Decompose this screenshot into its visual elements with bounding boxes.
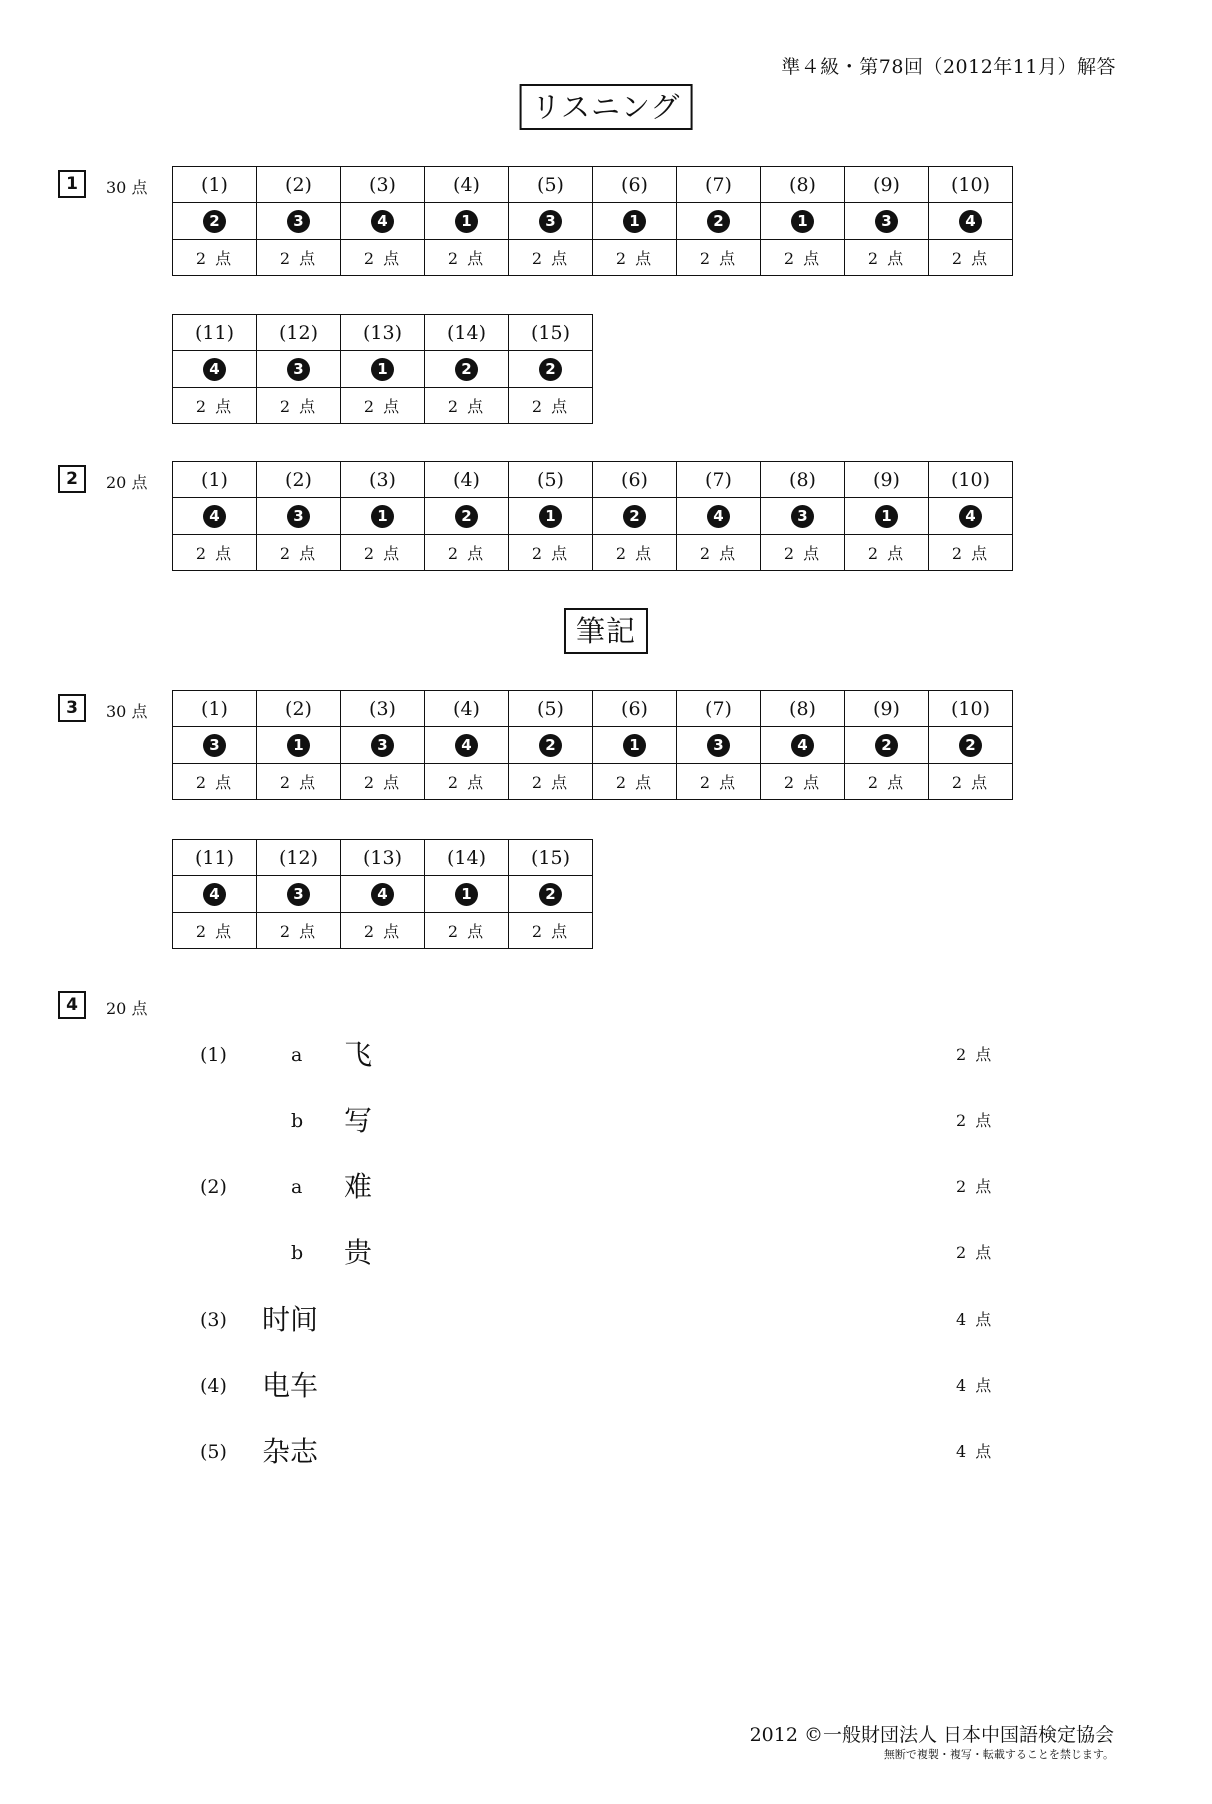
section-3-points: 30 点 [106, 702, 148, 721]
question-label: (1) [200, 1044, 227, 1066]
answer-cell [257, 727, 341, 764]
written-answer-row [0, 1101, 1212, 1141]
section-3-table-b [172, 839, 593, 949]
answer-circle: 3 [875, 210, 898, 233]
answer-cell [341, 727, 425, 764]
question-label: (13) [341, 315, 425, 351]
points-row [173, 388, 593, 424]
question-label: (7) [677, 691, 761, 727]
answer-circle: 3 [791, 505, 814, 528]
answer-cell [425, 498, 509, 535]
answer-cell [257, 351, 341, 388]
points-cell: 2 点 [929, 535, 1013, 571]
points-cell: 2 点 [845, 535, 929, 571]
answer-circle: 1 [623, 734, 646, 757]
answer-cell [761, 203, 845, 240]
answer-circle: 2 [539, 883, 562, 906]
question-row [173, 167, 1013, 203]
points-text: 4 点 [956, 1376, 994, 1395]
points-cell: 2 点 [845, 764, 929, 800]
answer-circle: 4 [203, 505, 226, 528]
answer-cell [509, 203, 593, 240]
question-label: (6) [593, 462, 677, 498]
section-1-table-b [172, 314, 593, 424]
points-cell: 2 点 [509, 764, 593, 800]
points-cell: 2 点 [929, 240, 1013, 276]
answer-circle: 3 [287, 210, 310, 233]
answer-circle: 4 [203, 883, 226, 906]
answer-circle: 1 [287, 734, 310, 757]
answer-cell [677, 498, 761, 535]
answer-text: 时间 [262, 1303, 319, 1336]
written-answer-row [0, 1432, 1212, 1472]
points-cell: 2 点 [257, 535, 341, 571]
listening-title: リスニング [520, 84, 693, 130]
points-text: 2 点 [956, 1111, 994, 1130]
question-label: (10) [929, 462, 1013, 498]
answer-circle: 3 [287, 358, 310, 381]
question-label: (11) [173, 315, 257, 351]
question-label: (2) [257, 462, 341, 498]
answer-circle: 3 [707, 734, 730, 757]
question-label: (13) [341, 840, 425, 876]
answer-row [173, 203, 1013, 240]
question-label: (8) [761, 691, 845, 727]
answer-text: 贵 [344, 1236, 373, 1269]
section-4-number: 4 [58, 991, 86, 1019]
answer-cell [593, 203, 677, 240]
points-cell: 2 点 [173, 764, 257, 800]
answer-cell [173, 203, 257, 240]
question-label: (2) [200, 1176, 227, 1198]
points-cell: 2 点 [341, 388, 425, 424]
points-cell: 2 点 [425, 535, 509, 571]
answer-cell [425, 876, 509, 913]
answer-row [173, 351, 593, 388]
answer-circle: 2 [455, 505, 478, 528]
question-label: (11) [173, 840, 257, 876]
points-cell: 2 点 [341, 240, 425, 276]
answer-cell [509, 351, 593, 388]
points-cell: 2 点 [341, 764, 425, 800]
answer-cell [929, 727, 1013, 764]
points-cell: 2 点 [845, 240, 929, 276]
written-answer-row [0, 1035, 1212, 1075]
answer-text: 难 [344, 1170, 373, 1203]
question-row [173, 840, 593, 876]
section-2-number: 2 [58, 465, 86, 493]
points-cell: 2 点 [173, 913, 257, 949]
question-label: (5) [509, 691, 593, 727]
points-cell: 2 点 [425, 913, 509, 949]
section-2-table [172, 461, 1013, 571]
answer-cell [257, 203, 341, 240]
footer-copyright: 2012 ©一般財団法人 日本中国語検定協会 [749, 1724, 1114, 1746]
question-label: (7) [677, 462, 761, 498]
sub-label: b [291, 1242, 304, 1264]
sub-label: a [291, 1044, 303, 1066]
answer-circle: 3 [371, 734, 394, 757]
answer-circle: 1 [455, 210, 478, 233]
points-cell: 2 点 [425, 764, 509, 800]
question-label: (8) [761, 462, 845, 498]
answer-circle: 4 [959, 505, 982, 528]
question-label: (4) [425, 167, 509, 203]
points-cell: 2 点 [509, 535, 593, 571]
points-cell: 2 点 [425, 388, 509, 424]
points-text: 4 点 [956, 1310, 994, 1329]
answer-cell [173, 876, 257, 913]
footer-notice: 無断で複製・複写・転載することを禁じます。 [883, 1748, 1114, 1761]
points-cell: 2 点 [761, 764, 845, 800]
points-cell: 2 点 [677, 535, 761, 571]
answer-circle: 4 [791, 734, 814, 757]
answer-circle: 2 [539, 358, 562, 381]
points-cell: 2 点 [257, 913, 341, 949]
question-label: (15) [509, 315, 593, 351]
question-label: (6) [593, 167, 677, 203]
answer-cell [593, 498, 677, 535]
points-row [173, 913, 593, 949]
question-label: (9) [845, 167, 929, 203]
answer-circle: 2 [203, 210, 226, 233]
points-cell: 2 点 [173, 240, 257, 276]
points-cell: 2 点 [929, 764, 1013, 800]
points-text: 2 点 [956, 1045, 994, 1064]
answer-text: 杂志 [262, 1435, 319, 1468]
question-label: (1) [173, 691, 257, 727]
answer-text: 飞 [344, 1038, 373, 1071]
answer-circle: 2 [455, 358, 478, 381]
question-label: (14) [425, 840, 509, 876]
answer-cell [845, 498, 929, 535]
answer-circle: 1 [875, 505, 898, 528]
answer-cell [845, 727, 929, 764]
answer-text: 写 [344, 1104, 373, 1137]
answer-cell [677, 727, 761, 764]
answer-cell [761, 727, 845, 764]
answer-circle: 3 [203, 734, 226, 757]
question-label: (5) [200, 1441, 227, 1463]
question-label: (10) [929, 167, 1013, 203]
points-cell: 2 点 [173, 535, 257, 571]
written-answer-row [0, 1300, 1212, 1340]
points-cell: 2 点 [509, 913, 593, 949]
points-cell: 2 点 [257, 240, 341, 276]
answer-circle: 1 [371, 505, 394, 528]
answer-circle: 2 [707, 210, 730, 233]
section-3-table-a [172, 690, 1013, 800]
header-title: 準４級・第78回（2012年11月）解答 [781, 56, 1116, 78]
sub-label: a [291, 1176, 303, 1198]
written-answer-row [0, 1167, 1212, 1207]
points-cell: 2 点 [761, 240, 845, 276]
points-cell: 2 点 [509, 240, 593, 276]
points-cell: 2 点 [425, 240, 509, 276]
answer-circle: 4 [959, 210, 982, 233]
answer-cell [341, 876, 425, 913]
section-4-points: 20 点 [106, 999, 148, 1018]
points-cell: 2 点 [593, 764, 677, 800]
points-cell: 2 点 [341, 535, 425, 571]
points-cell: 2 点 [761, 535, 845, 571]
question-label: (4) [425, 462, 509, 498]
points-cell: 2 点 [677, 240, 761, 276]
points-cell: 2 点 [593, 240, 677, 276]
answer-circle: 3 [287, 505, 310, 528]
answer-cell [509, 727, 593, 764]
question-label: (9) [845, 462, 929, 498]
answer-cell [173, 727, 257, 764]
answer-circle: 4 [707, 505, 730, 528]
answer-circle: 4 [371, 210, 394, 233]
answer-circle: 1 [455, 883, 478, 906]
answer-cell [257, 498, 341, 535]
points-text: 2 点 [956, 1177, 994, 1196]
answer-circle: 2 [959, 734, 982, 757]
question-label: (2) [257, 691, 341, 727]
answer-cell [173, 498, 257, 535]
written-answer-row [0, 1366, 1212, 1406]
answer-circle: 1 [791, 210, 814, 233]
points-cell: 2 点 [341, 913, 425, 949]
answer-cell [425, 351, 509, 388]
section-1-number: 1 [58, 170, 86, 198]
answer-cell [425, 727, 509, 764]
written-answer-row [0, 1233, 1212, 1273]
question-label: (6) [593, 691, 677, 727]
answer-row [173, 498, 1013, 535]
answer-circle: 2 [875, 734, 898, 757]
answer-cell [845, 203, 929, 240]
question-label: (10) [929, 691, 1013, 727]
question-label: (4) [425, 691, 509, 727]
question-label: (5) [509, 462, 593, 498]
answer-cell [173, 351, 257, 388]
question-row [173, 691, 1013, 727]
question-label: (5) [509, 167, 593, 203]
question-label: (3) [341, 691, 425, 727]
points-row [173, 535, 1013, 571]
answer-circle: 2 [539, 734, 562, 757]
answer-text: 电车 [262, 1369, 319, 1402]
answer-circle: 4 [455, 734, 478, 757]
answer-cell [677, 203, 761, 240]
answer-cell [257, 876, 341, 913]
answer-circle: 4 [203, 358, 226, 381]
answer-circle: 3 [287, 883, 310, 906]
points-cell: 2 点 [593, 535, 677, 571]
answer-cell [593, 727, 677, 764]
question-label: (3) [200, 1309, 227, 1331]
points-row [173, 240, 1013, 276]
points-text: 4 点 [956, 1442, 994, 1461]
writing-title: 筆記 [564, 608, 648, 654]
answer-circle: 2 [623, 505, 646, 528]
question-label: (3) [341, 462, 425, 498]
question-label: (1) [173, 462, 257, 498]
question-label: (14) [425, 315, 509, 351]
points-cell: 2 点 [257, 388, 341, 424]
answer-circle: 4 [371, 883, 394, 906]
answer-circle: 1 [539, 505, 562, 528]
question-label: (9) [845, 691, 929, 727]
question-row [173, 315, 593, 351]
answer-circle: 1 [623, 210, 646, 233]
question-label: (1) [173, 167, 257, 203]
section-1-table-a [172, 166, 1013, 276]
sub-label: b [291, 1110, 304, 1132]
points-cell: 2 点 [677, 764, 761, 800]
section-3-number: 3 [58, 694, 86, 722]
answer-cell [341, 203, 425, 240]
question-label: (3) [341, 167, 425, 203]
points-text: 2 点 [956, 1243, 994, 1262]
answer-row [173, 876, 593, 913]
section-2-points: 20 点 [106, 473, 148, 492]
answer-cell [761, 498, 845, 535]
answer-row [173, 727, 1013, 764]
question-label: (7) [677, 167, 761, 203]
question-label: (15) [509, 840, 593, 876]
points-cell: 2 点 [257, 764, 341, 800]
answer-cell [929, 498, 1013, 535]
section-1-points: 30 点 [106, 178, 148, 197]
answer-circle: 3 [539, 210, 562, 233]
question-label: (4) [200, 1375, 227, 1397]
answer-cell [509, 498, 593, 535]
answer-cell [341, 498, 425, 535]
answer-cell [509, 876, 593, 913]
answer-circle: 1 [371, 358, 394, 381]
points-row [173, 764, 1013, 800]
question-label: (12) [257, 840, 341, 876]
question-label: (12) [257, 315, 341, 351]
question-row [173, 462, 1013, 498]
question-label: (8) [761, 167, 845, 203]
answer-cell [425, 203, 509, 240]
question-label: (2) [257, 167, 341, 203]
points-cell: 2 点 [173, 388, 257, 424]
answer-cell [929, 203, 1013, 240]
points-cell: 2 点 [509, 388, 593, 424]
answer-cell [341, 351, 425, 388]
